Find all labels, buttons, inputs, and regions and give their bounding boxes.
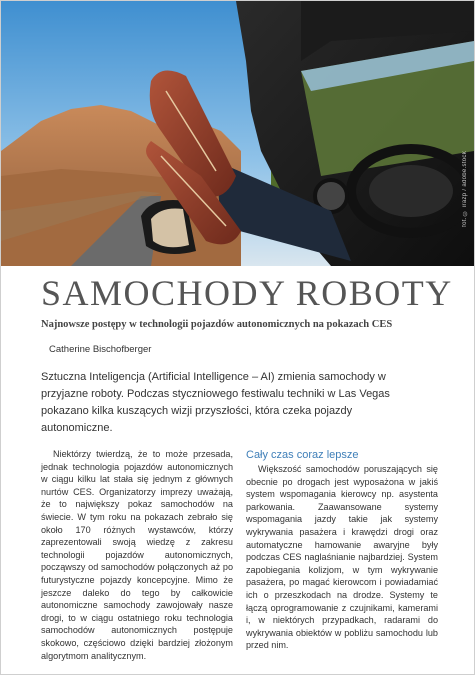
photo-credit: fot. © irazp / adobe.stock	[462, 151, 468, 227]
hero-image	[1, 1, 474, 266]
article-lead: Sztuczna Inteligencja (Artificial Intelligence – AI) zmienia samochody w przyjazne roboty. Podczas styczniowego festiwalu techniki w Las Vegas pokazano kilka kuszących wizji przyszłości, która czeka pojazdy autonomiczne.	[41, 371, 390, 434]
article-subtitle: Najnowsze postępy w technologii pojazdów autonomicznych na pokazach CES	[41, 319, 393, 330]
article-author: Catherine Bischofberger	[49, 344, 152, 355]
article-column-right	[246, 448, 438, 652]
section-heading: Cały czas coraz lepsze	[246, 449, 359, 461]
article-column-left: Niektórzy twierdzą, że to może przesada, jednak technologia pojazdów autonomicznych w ciągu kilku lat stała się jednym z głównych nurtów CES. Organizatorzy imprezy uważają, że to największy pokaz samochodów na świecie. W tym roku na pokazach zebrało się około 170 różnych wystawców, którzy zaprezentowali swoją wiedzę z zakresu technologii pojazdów autonomicznych, począwszy od samochodów połączonych aż po futurystyczne pojazdy koncepcyjne. Mimo że jeszcze daleko do tego by całkowicie autonomiczne samochody zawojowały nasze drogi, to w ciągu ostatniego roku technologia samochodów autonomicznych postępuje skokowo, częściowo dzięki bardziej złożonym algorytmom analitycznym.	[41, 449, 233, 661]
article-title: SAMOCHODY ROBOTY	[41, 273, 453, 313]
section-body: Większość samochodów poruszających się obecnie po drogach jest wyposażona w jakiś system wspomagania kierowcy np. asystenta parkowania. Zaawansowane systemy wspomagania jazdy takie jak systemy wykrywania pasażera i krawędzi drogi oraz automatyczne hamowanie awaryjne były podczas CES naglaśnianie najbardziej. System zapobiegania kolizjom, w tym wykrywanie pasażera, po magać kierowcom i powiadamiać ich o przeszkodach na drodze. Systemy te łączą oprogramowanie z czujnikami, kamerami i, w niektórych przypadkach, radarami do wykrywania obiektów w pobliżu samochodu lub przed nim.	[246, 464, 438, 651]
hero-photo-icon	[1, 1, 474, 266]
